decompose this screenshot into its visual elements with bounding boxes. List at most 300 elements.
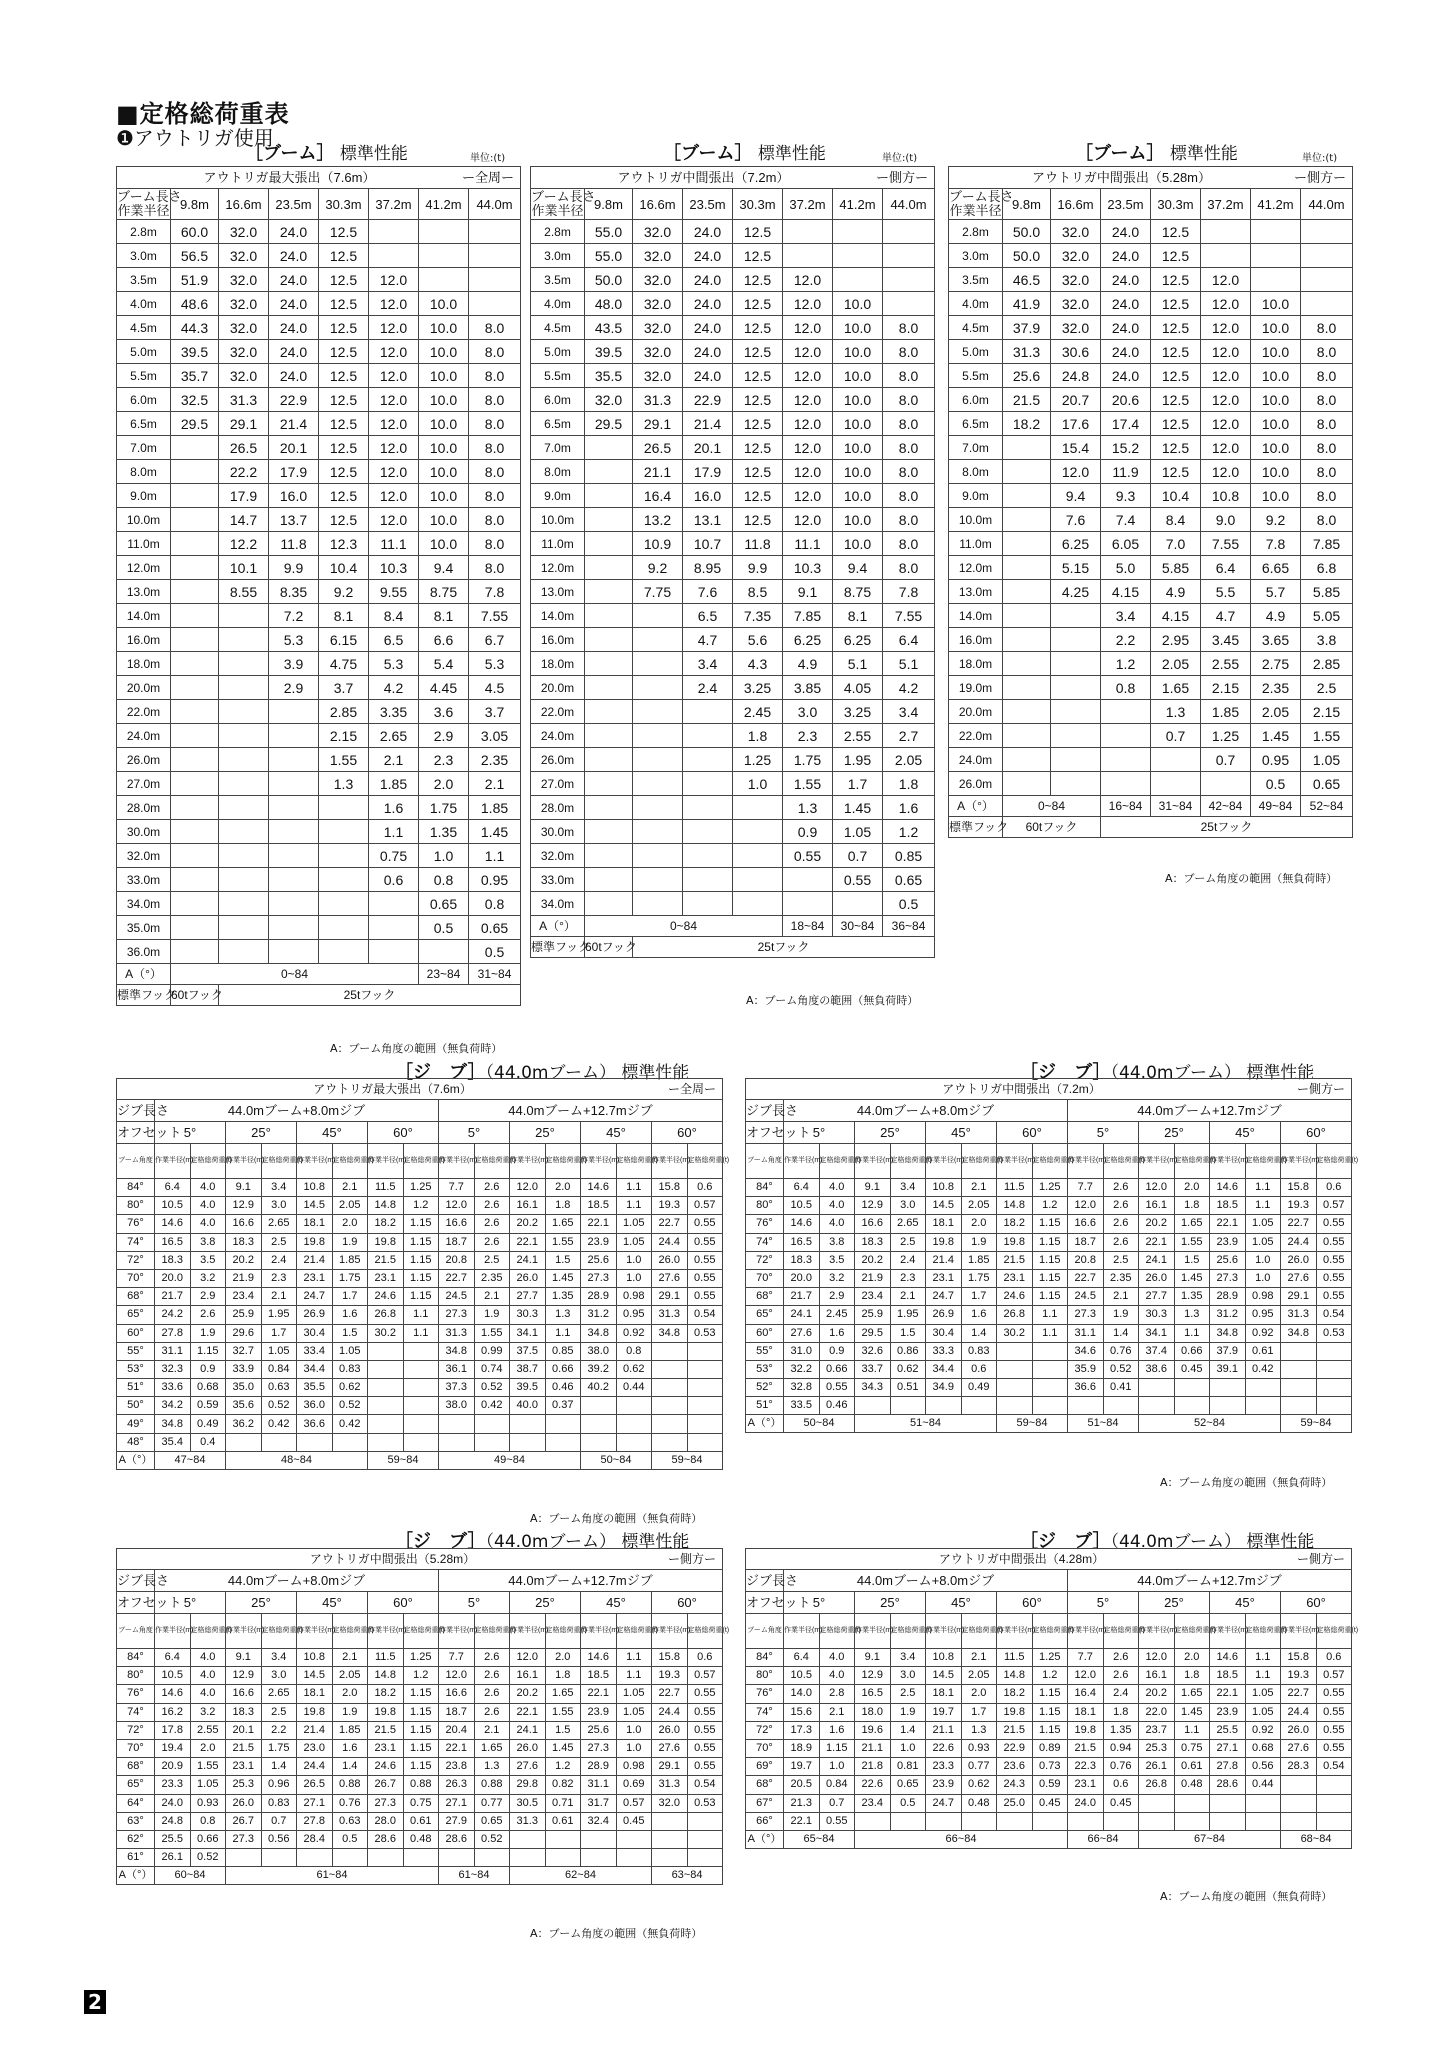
load-cell: 1.15 [1032,1233,1068,1251]
load-cell: 2.6 [474,1233,510,1251]
boom-angle-cell: 68° [117,1288,155,1306]
load-cell: 12.0 [369,436,419,460]
load-cell: 1.1 [616,1667,652,1685]
radius-cell: 23.9 [581,1703,617,1721]
angle-range: 63~84 [652,1867,723,1885]
hook-type: 60tフック [171,985,219,1006]
radius-cell: 21.5 [226,1739,262,1757]
radius-cell: 24.0m [949,748,1003,772]
radius-cell: 19.8 [297,1233,333,1251]
table-row [117,508,521,532]
load-cell [833,268,883,292]
radius-cell: 33.6 [155,1379,191,1397]
unit-label-3: 単位:(t) [1302,153,1338,164]
load-cell: 1.05 [616,1233,652,1251]
load-cell: 1.05 [1245,1703,1281,1721]
load-cell: 12.5 [319,340,369,364]
radius-cell: 22.1 [439,1739,475,1757]
load-header: 定格総荷重(t) [190,1614,226,1649]
load-cell: 0.55 [1316,1215,1352,1233]
load-cell: 26.5 [633,436,683,460]
load-cell [1316,1379,1352,1397]
load-cell: 2.6 [474,1685,510,1703]
outrigger-caption: アウトリガ中間張出（5.28m） [309,1552,476,1566]
load-cell: 50.0 [1003,220,1051,244]
radius-cell: 6.5m [117,412,171,436]
load-cell [683,868,733,892]
table-row [117,1758,723,1776]
load-cell: 60.0 [171,220,219,244]
load-cell [687,1812,723,1830]
radius-cell: 34.2 [155,1397,191,1415]
load-cell [269,868,319,892]
angle-range: 42~84 [1201,796,1251,817]
angle-range: 23~84 [419,964,469,985]
angle-range: 49~84 [1251,796,1301,817]
table-row [117,1667,723,1685]
load-cell: 4.0 [190,1215,226,1233]
radius-cell: 12.9 [226,1197,262,1215]
load-cell: 2.6 [474,1703,510,1721]
load-cell: 1.6 [883,796,935,820]
load-cell: 0.65 [1301,772,1353,796]
radius-cell: 23.1 [997,1269,1033,1287]
radius-cell: 11.5 [997,1649,1033,1667]
radius-cell: 24.4 [652,1703,688,1721]
load-cell [1251,244,1301,268]
radius-cell: 14.6 [155,1215,191,1233]
load-cell: 10.9 [633,532,683,556]
load-cell: 12.0 [783,388,833,412]
table-row [117,316,521,340]
load-cell: 29.1 [219,412,269,436]
load-cell [1301,292,1353,316]
offset-angle: 25° [226,1122,297,1144]
load-cell [687,1433,723,1451]
radius-header: 作業半径(m) [784,1614,820,1649]
boom-length-header: 30.3m [733,189,783,220]
load-cell: 0.45 [1032,1794,1068,1812]
radius-cell: 14.6 [784,1215,820,1233]
load-cell: 0.6 [687,1649,723,1667]
load-cell [1245,1812,1281,1830]
radius-cell: 22.6 [855,1776,891,1794]
table-row [117,1703,723,1721]
boom-angle-cell: 67° [746,1794,784,1812]
load-cell: 11.1 [783,532,833,556]
radius-cell [1139,1379,1175,1397]
load-cell: 32.0 [219,316,269,340]
table-row [949,556,1353,580]
hook-type: 25tフック [219,985,521,1006]
radius-cell: 31.3 [510,1812,546,1830]
load-cell: 2.6 [474,1215,510,1233]
jib-group-header: 44.0mブーム+8.0mジブ [784,1570,1068,1592]
table-row [949,412,1353,436]
radius-cell: 28.6 [1210,1776,1246,1794]
load-cell [1051,700,1101,724]
load-cell: 1.2 [1032,1667,1068,1685]
radius-cell: 18.2 [997,1215,1033,1233]
radius-cell: 20.2 [226,1251,262,1269]
radius-cell: 22.7 [1281,1685,1317,1703]
radius-header: 作業半径(m) [926,1144,962,1179]
load-cell: 2.0 [961,1215,997,1233]
radius-cell: 3.5m [117,268,171,292]
boom-angle-cell: 70° [746,1269,784,1287]
load-cell [474,1433,510,1451]
radius-cell: 2.8m [117,220,171,244]
load-cell: 2.05 [332,1197,368,1215]
load-cell: 2.65 [261,1215,297,1233]
angle-row [746,1830,1352,1848]
load-cell: 25.6 [1003,364,1051,388]
load-cell: 24.0 [1101,244,1151,268]
load-cell [319,844,369,868]
angle-label: A（°） [746,1830,784,1848]
angle-range: 30~84 [833,916,883,937]
load-cell: 0.61 [545,1812,581,1830]
offset-angle: 5° [784,1592,855,1614]
radius-cell: 16.1 [1139,1197,1175,1215]
radius-cell: 24.5 [1068,1288,1104,1306]
load-cell: 24.0 [683,340,733,364]
radius-cell: 26.0m [531,748,585,772]
load-cell: 7.8 [883,580,935,604]
load-cell: 0.56 [261,1830,297,1848]
boom-length-header: 41.2m [419,189,469,220]
load-cell: 10.0 [1251,460,1301,484]
load-cell: 5.05 [1301,604,1353,628]
load-cell: 1.45 [1174,1703,1210,1721]
boom-table [116,166,521,1006]
page-subtitle: ❶アウトリガ使用 [116,126,274,150]
radius-cell: 30.3 [1139,1306,1175,1324]
load-cell: 0.55 [783,844,833,868]
load-cell: 8.0 [1301,460,1353,484]
radius-cell: 21.7 [155,1288,191,1306]
load-cell [171,844,219,868]
load-cell [683,772,733,796]
radius-cell: 19.8 [368,1233,404,1251]
load-cell [883,268,935,292]
load-cell [219,700,269,724]
radius-cell: 18.1 [297,1685,333,1703]
jib-title-1: ［ジ ブ］（44.0mブーム） 標準性能 [395,1062,690,1083]
load-cell: 3.7 [469,700,521,724]
radius-cell: 20.5 [784,1776,820,1794]
radius-cell: 16.0m [949,628,1003,652]
offset-angle: 45° [926,1592,997,1614]
radius-cell: 26.0 [652,1721,688,1739]
load-cell [585,556,633,580]
radius-cell: 9.0m [117,484,171,508]
load-cell: 5.1 [833,652,883,676]
load-cell: 1.65 [1174,1215,1210,1233]
radius-cell: 7.7 [1068,1649,1104,1667]
load-cell: 0.45 [1174,1360,1210,1378]
load-cell: 12.0 [369,292,419,316]
load-cell [687,1397,723,1415]
load-cell [633,796,683,820]
load-cell [332,1433,368,1451]
radius-cell: 16.1 [1139,1667,1175,1685]
load-cell: 3.05 [469,724,521,748]
radius-cell: 9.0m [949,484,1003,508]
radius-cell: 37.4 [1139,1342,1175,1360]
radius-cell: 18.2 [997,1685,1033,1703]
table-row [531,772,935,796]
radius-cell: 12.0 [439,1667,475,1685]
load-cell: 9.0 [1201,508,1251,532]
radius-cell: 26.0 [1281,1251,1317,1269]
load-cell: 2.5 [890,1685,926,1703]
load-cell: 12.0 [1201,412,1251,436]
load-cell [683,844,733,868]
table-row [117,1649,723,1667]
radius-cell: 12.9 [226,1667,262,1685]
load-cell: 0.41 [1103,1379,1139,1397]
radius-cell: 24.6 [368,1288,404,1306]
load-cell: 1.35 [1174,1288,1210,1306]
table-row [746,1397,1352,1415]
boom-angle-cell: 55° [746,1342,784,1360]
load-cell [171,796,219,820]
load-cell: 12.5 [1151,316,1201,340]
load-cell [883,244,935,268]
load-cell: 8.0 [469,484,521,508]
load-cell: 24.0 [269,340,319,364]
table-row [117,220,521,244]
load-cell: 2.1 [474,1721,510,1739]
radius-cell [368,1379,404,1397]
load-cell: 1.55 [1174,1233,1210,1251]
radius-cell: 29.1 [652,1288,688,1306]
table-row [949,244,1353,268]
load-header: 定格総荷重(t) [403,1144,439,1179]
boom-angle-cell: 80° [746,1197,784,1215]
load-cell: 1.15 [403,1739,439,1757]
load-cell: 1.0 [616,1721,652,1739]
radius-cell: 6.4 [784,1179,820,1197]
load-cell: 1.0 [819,1758,855,1776]
load-cell: 24.0 [683,292,733,316]
load-cell: 0.5 [419,916,469,940]
angle-range: 31~84 [1151,796,1201,817]
radius-cell: 28.3 [1281,1758,1317,1776]
load-cell: 10.3 [369,556,419,580]
offset-row [746,1122,1352,1144]
load-cell: 1.0 [616,1269,652,1287]
table-row [949,652,1353,676]
radius-cell: 30.0m [531,820,585,844]
radius-cell: 27.3 [1068,1306,1104,1324]
load-cell: 32.0 [219,268,269,292]
radius-cell: 24.0 [155,1794,191,1812]
radius-cell [1210,1794,1246,1812]
table-row [746,1685,1352,1703]
radius-header: 作業半径(m) [1139,1144,1175,1179]
load-cell: 2.05 [961,1667,997,1685]
radius-cell: 24.2 [155,1306,191,1324]
load-cell: 5.15 [1051,556,1101,580]
jib-table [116,1548,730,1885]
load-cell: 1.8 [545,1197,581,1215]
radius-cell: 22.7 [439,1269,475,1287]
radius-cell: 5.5m [531,364,585,388]
load-cell: 0.5 [1251,772,1301,796]
radius-cell: 28.6 [439,1830,475,1848]
radius-cell: 39.2 [581,1360,617,1378]
radius-cell: 19.8 [926,1233,962,1251]
load-cell: 18.2 [1003,412,1051,436]
angle-label: A（°） [746,1415,784,1433]
load-cell: 17.4 [1101,412,1151,436]
radius-cell: 7.7 [439,1179,475,1197]
load-cell: 6.25 [1051,532,1101,556]
load-cell: 2.05 [961,1197,997,1215]
caption-cell [117,1549,723,1570]
radius-cell: 18.5 [581,1197,617,1215]
load-cell: 0.61 [403,1812,439,1830]
jib-group-header: 44.0mブーム+12.7mジブ [439,1570,723,1592]
table-row [117,628,521,652]
hook-label: 標準フック [531,937,585,958]
radius-cell [1068,1397,1104,1415]
outrigger-caption: アウトリガ中間張出（5.28m） [1032,170,1212,185]
load-cell: 4.5 [469,676,521,700]
offset-angle: 25° [510,1592,581,1614]
load-cell: 1.7 [961,1703,997,1721]
load-cell [269,820,319,844]
radius-cell: 35.5 [297,1379,333,1397]
load-cell: 12.5 [733,220,783,244]
radius-cell: 22.1 [1210,1215,1246,1233]
load-cell: 8.0 [1301,412,1353,436]
radius-cell: 11.0m [117,532,171,556]
table-row [531,892,935,916]
radius-cell: 23.8 [439,1758,475,1776]
load-cell: 0.89 [1032,1739,1068,1757]
load-cell: 1.15 [1032,1269,1068,1287]
load-cell [403,1360,439,1378]
load-cell: 12.5 [319,508,369,532]
load-cell [319,868,369,892]
load-cell [683,700,733,724]
load-cell: 1.35 [1103,1721,1139,1739]
load-cell: 3.0 [261,1667,297,1685]
load-cell: 12.0 [1201,436,1251,460]
load-cell: 10.0 [419,484,469,508]
load-cell: 12.5 [733,484,783,508]
load-cell: 0.84 [261,1360,297,1378]
load-cell [1316,1360,1352,1378]
boom-title-3: ［ブーム］ 標準性能 [1075,143,1238,164]
load-cell: 12.0 [369,388,419,412]
load-cell: 1.75 [332,1269,368,1287]
load-cell: 9.55 [369,580,419,604]
load-cell: 1.15 [403,1233,439,1251]
load-cell: 0.66 [819,1360,855,1378]
radius-cell: 18.7 [1068,1233,1104,1251]
radius-cell: 34.3 [855,1379,891,1397]
load-cell: 22.2 [219,460,269,484]
load-cell [171,868,219,892]
angle-range: 66~84 [855,1830,1068,1848]
load-cell [219,796,269,820]
boom-angle-cell: 80° [746,1667,784,1685]
radius-cell: 22.6 [926,1739,962,1757]
load-cell: 4.7 [683,628,733,652]
radius-cell [510,1415,546,1433]
boom-angle-cell: 72° [117,1251,155,1269]
load-cell: 6.65 [1251,556,1301,580]
radius-cell: 16.6 [439,1685,475,1703]
angle-row [949,796,1353,817]
load-cell: 0.52 [474,1830,510,1848]
load-cell: 1.1 [616,1197,652,1215]
boom-angle-cell: 74° [746,1703,784,1721]
radius-cell: 22.3 [1068,1758,1104,1776]
load-cell: 0.75 [369,844,419,868]
table-row [949,364,1353,388]
angle-range: 65~84 [784,1830,855,1848]
radius-cell: 8.0m [531,460,585,484]
load-cell: 1.5 [332,1324,368,1342]
table-row [117,412,521,436]
radius-cell: 27.3 [1210,1269,1246,1287]
load-cell: 3.9 [269,652,319,676]
radius-cell: 23.1 [368,1269,404,1287]
table-row [117,364,521,388]
table-row [117,676,521,700]
load-cell [1051,652,1101,676]
load-cell: 2.1 [961,1649,997,1667]
boom-angle-label: ブーム角度 [746,1614,784,1649]
load-cell: 0.55 [1316,1251,1352,1269]
radius-cell: 7.7 [1068,1179,1104,1197]
radius-cell: 14.0 [784,1685,820,1703]
radius-cell: 40.2 [581,1379,617,1397]
table-row [117,556,521,580]
load-cell: 2.8 [819,1685,855,1703]
radius-cell: 24.4 [1281,1233,1317,1251]
load-cell: 3.4 [890,1649,926,1667]
boom-angle-cell: 65° [746,1306,784,1324]
load-cell: 2.05 [883,748,935,772]
load-cell: 0.52 [1103,1360,1139,1378]
load-cell: 10.0 [419,364,469,388]
radius-header: 作業半径(m) [855,1614,891,1649]
load-cell [633,628,683,652]
boom-angle-cell: 60° [746,1324,784,1342]
radius-cell: 10.5 [784,1667,820,1685]
load-cell: 0.42 [261,1415,297,1433]
radius-cell: 10.8 [926,1179,962,1197]
load-cell: 1.6 [819,1324,855,1342]
load-cell [1316,1812,1352,1830]
jib-group-header: 44.0mブーム+8.0mジブ [784,1100,1068,1122]
load-cell: 9.4 [833,556,883,580]
radius-cell [1281,1342,1317,1360]
load-cell: 12.5 [1151,268,1201,292]
radius-cell: 19.8 [1068,1721,1104,1739]
load-header: 定格総荷重(t) [261,1144,297,1179]
boom-angle-cell: 50° [117,1397,155,1415]
hook-type: 25tフック [633,937,935,958]
table-row [117,1215,723,1233]
radius-cell: 30.0m [117,820,171,844]
